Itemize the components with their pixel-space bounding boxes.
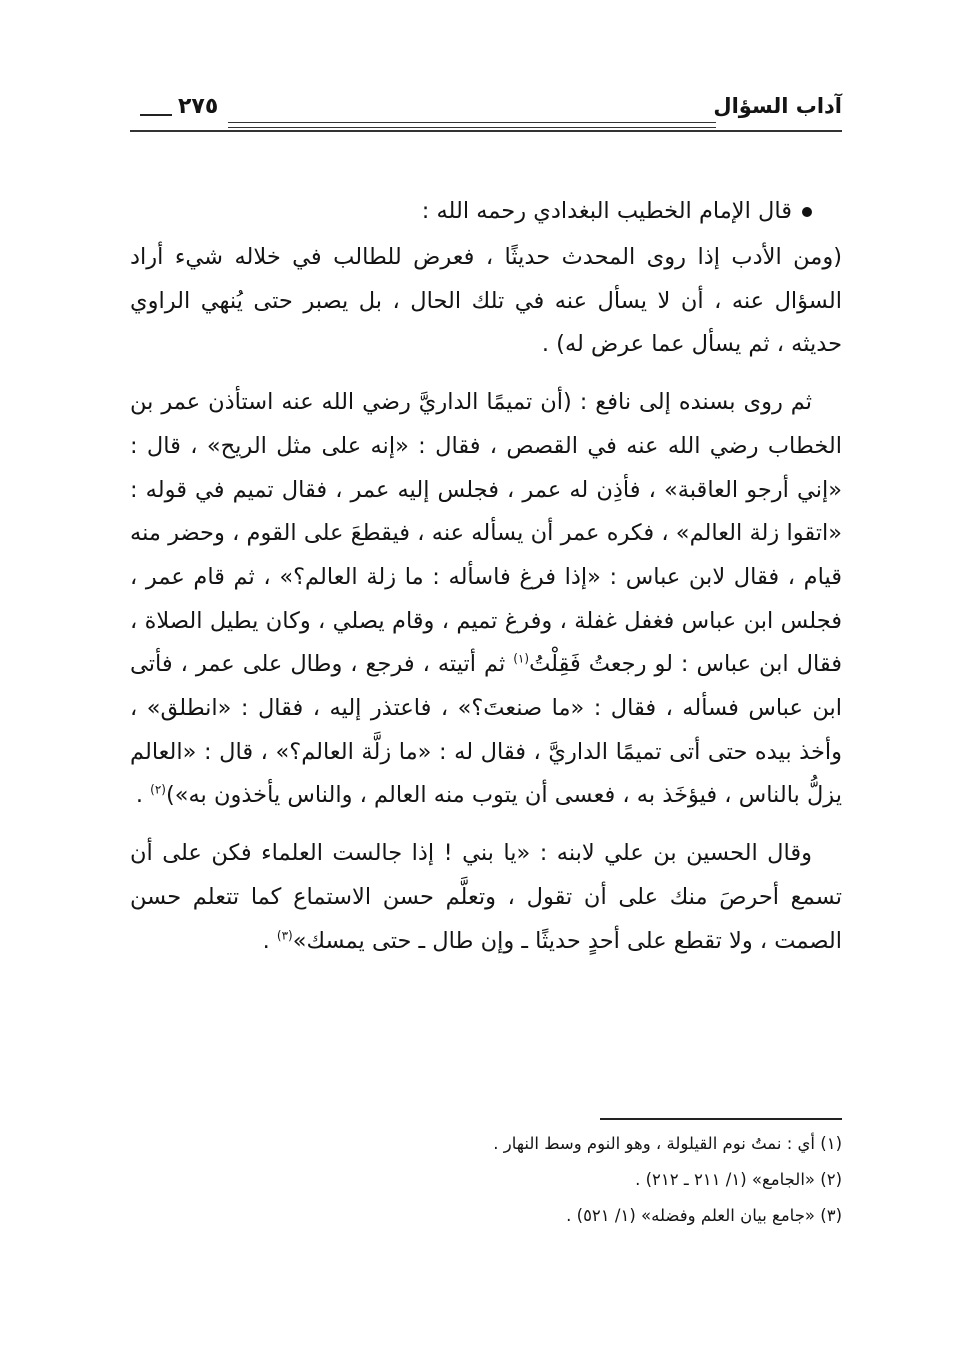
bullet-icon bbox=[802, 207, 812, 217]
footnote-ref-3[interactable]: (٣) bbox=[276, 928, 293, 943]
footnote-1: (١) أي : نمتُ نوم القيلولة ، وهو النوم وسط النهار . bbox=[493, 1134, 842, 1153]
header-dash bbox=[140, 114, 172, 116]
footnotes bbox=[400, 1126, 842, 1234]
footnote-ref-1[interactable]: (١) bbox=[513, 651, 530, 666]
hussein-text: وقال الحسين بن علي لابنه : «يا بني ! إذا جالست العلماء فكن على أن تسمع أحرصَ منك على أن تقول ، وتعلَّم حسن الاستماع كما تتعلم حسن الصمت ، ولا تقطع على أحدٍ حديثًا ـ وإن طال ـ حتى يمسك» bbox=[130, 840, 842, 954]
page-number: ٢٧٥ bbox=[178, 94, 219, 119]
quote-paragraph: (ومن الأدب إذا روى المحدث حديثًا ، فعرض للطالب في خلاله شيء أراد السؤال عنه ، أن لا يسأل عنه في تلك الحال ، بل يصبر حتى يُنهي الراوي حديثه ، ثم يسأل عما عرض له) . bbox=[130, 244, 842, 358]
footnote-2: (٢) «الجامع» (١/ ٢١١ ـ ٢١٢) . bbox=[635, 1170, 842, 1189]
main-text bbox=[130, 190, 842, 963]
story-continuation: ثم أتيته ، فرجع ، وطال على عمر ، فأتى ابن عباس فسأله ، فقال : «ما صنعتَ؟» ، فاعتذر إليه ، فقال : «انطلق» ، وأخذ بيده حتى أتى تميمًا الداريَّ ، فقال له : «ما زلَّة العالم؟» ، قال : «العالم يزلُّ بالناس ، فيؤخَذ به ، فعسى أن يتوب منه العالم ، والناس يأخذون به») bbox=[130, 651, 842, 809]
footnote-ref-2[interactable]: (٢) bbox=[150, 782, 166, 797]
hussein-end: . bbox=[262, 927, 277, 954]
intro-paragraph bbox=[130, 190, 842, 236]
footnote-3: (٣) «جامع بيان العلم وفضله» (١/ ٥٢١) . bbox=[566, 1206, 842, 1225]
running-header bbox=[130, 92, 842, 152]
story-text: ثم روى بسنده إلى نافع : (أن تميمًا الداريَّ رضي الله عنه استأذن عمر بن الخطاب رضي الله عنه في القصص ، فقال : «إنه على مثل الريح» ، قال : «إني أرجو العاقبة» ، فأذِن له عمر ، فجلس إليه عمر ، فقال تميم في قوله : «اتقوا زلة العالم» ، فكره عمر أن يسأله عنه ، فيقطعَ على القوم ، وحضر منه قيام ، فقال لابن عباس : «إذا فرغ فاسأله : ما زلة العالم؟» ، ثم قام عمر ، فجلس ابن عباس فغفل غفلة ، وفرغ تميم ، وقام يصلي ، وكان يطيل الصلاة ، فقال ابن عباس : لو رجعتُ فَقِلْتُ bbox=[130, 389, 842, 678]
story-paragraph bbox=[130, 381, 842, 818]
hussein-paragraph bbox=[130, 832, 842, 963]
header-underline bbox=[130, 130, 842, 132]
header-rule bbox=[228, 122, 716, 128]
book-section-title: آداب السؤال bbox=[713, 94, 842, 118]
story-end: . bbox=[135, 782, 151, 809]
footnote-separator bbox=[600, 1118, 842, 1120]
intro-text: قال الإمام الخطيب البغدادي رحمه الله : bbox=[421, 198, 792, 224]
